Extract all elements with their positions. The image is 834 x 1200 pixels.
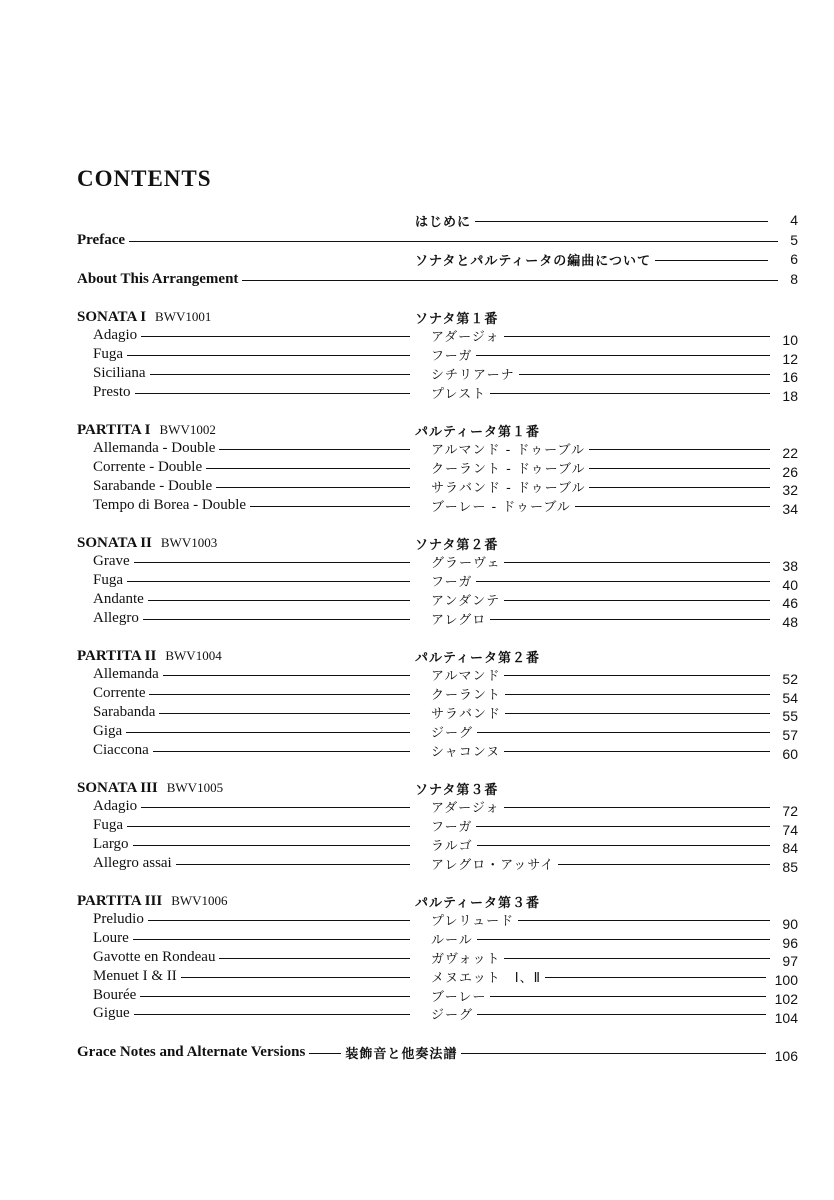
toc-entry-jp (431, 571, 774, 591)
toc-entry-jp (431, 345, 774, 365)
leader-line (127, 355, 410, 356)
page-number: 38 (782, 557, 798, 574)
toc-jp-title: サラバンド - ドゥーブル (431, 480, 586, 496)
toc-en-title: Sarabanda (93, 703, 156, 720)
toc-row (0, 702, 834, 725)
toc-entry-jp (431, 966, 770, 986)
toc-entry-en (93, 665, 414, 685)
toc-section-heading (0, 420, 834, 440)
toc-entry-jp (431, 740, 774, 760)
toc-jp-title: フーガ (431, 349, 473, 365)
toc-entry-jp (431, 797, 774, 817)
toc-entry-en (93, 947, 414, 967)
page-number: 32 (782, 482, 798, 499)
bwv-number: BWV1004 (165, 648, 222, 663)
section-title-jp: パルティータ第２番 (415, 650, 540, 666)
toc-en-title: Corrente (93, 685, 146, 702)
page-number: 85 (782, 859, 798, 876)
leader-line (518, 920, 770, 921)
bwv-number: BWV1001 (155, 309, 212, 324)
toc-entry-jp (431, 721, 774, 741)
leader-line (504, 751, 770, 752)
leader-line (504, 958, 770, 959)
leader-line (127, 826, 410, 827)
toc-row (0, 326, 834, 346)
toc-entry-jp (431, 947, 774, 967)
toc-jp-title: アダージォ (431, 801, 500, 817)
toc-entry-en (93, 910, 414, 930)
toc-section-heading (0, 778, 834, 798)
toc-en-title: Allegro (93, 609, 139, 626)
section-title: SONATA III (77, 779, 158, 796)
toc-row (0, 816, 834, 836)
toc-section-heading (0, 307, 834, 327)
toc-en-title: Allemanda (93, 666, 159, 683)
toc-row (0, 721, 834, 744)
toc-entry-jp (431, 476, 774, 496)
toc-entry-en (93, 816, 414, 836)
toc-entry-jp (431, 608, 774, 628)
toc-row-hajimeni (0, 210, 834, 230)
section-heading-jp (415, 307, 498, 327)
section-heading-en (77, 420, 216, 440)
toc-row (0, 589, 834, 612)
toc-row-preface (0, 230, 834, 250)
toc-row (0, 363, 834, 386)
section-title-jp: ソナタ第２番 (415, 537, 499, 553)
toc-entry-jp (431, 684, 774, 704)
toc-row (0, 552, 834, 572)
toc-entry-en (93, 326, 414, 346)
page-number: 34 (782, 501, 798, 518)
section-heading-jp (415, 891, 540, 911)
toc-en-title: Fuga (93, 572, 123, 589)
leader-line (176, 864, 410, 865)
toc-section-heading (0, 646, 834, 666)
leader-line (589, 487, 770, 488)
leader-line (655, 260, 768, 261)
toc-row (0, 571, 834, 591)
toc-entry-en (93, 853, 414, 873)
section-heading-en (77, 533, 217, 553)
toc-en-title: Largo (93, 835, 129, 852)
page-number: 52 (782, 670, 798, 687)
toc-en-title: Corrente - Double (93, 459, 203, 476)
section-heading-en (77, 307, 211, 327)
page-number: 72 (782, 802, 798, 819)
toc-row (0, 929, 834, 949)
toc-row (0, 910, 834, 930)
toc-en-title: Andante (93, 590, 144, 607)
page-number: 57 (782, 727, 798, 744)
toc-row-grace-notes (0, 1042, 834, 1062)
toc-en-title: About This Arrangement (77, 270, 239, 287)
page-number: 40 (782, 576, 798, 593)
toc-row-henkyoku (0, 249, 834, 269)
toc-row (0, 947, 834, 970)
toc-entry-en (93, 571, 414, 591)
leader-line (250, 506, 410, 507)
leader-line (476, 826, 770, 827)
page-number: 104 (774, 1009, 798, 1026)
toc-entry-en (93, 1004, 414, 1024)
leader-line (150, 374, 411, 375)
toc-entry-jp (431, 326, 774, 346)
section-title: PARTITA III (77, 892, 163, 909)
leader-line (163, 675, 410, 676)
toc-jp-title: ルール (431, 933, 473, 949)
leader-line (159, 713, 410, 714)
section-heading-en (77, 646, 222, 666)
toc-entry-en (93, 439, 414, 459)
section-heading-jp (415, 533, 498, 553)
toc-jp-title: ブーレー (431, 989, 487, 1005)
toc-en-title: Allegro assai (93, 854, 172, 871)
toc-en-title: Gigue (93, 1005, 130, 1022)
toc-entry-en (93, 985, 414, 1005)
leader-line (589, 468, 770, 469)
leader-line (490, 393, 770, 394)
toc-row (0, 684, 834, 704)
toc-entry-jp (431, 439, 774, 459)
page-number: 22 (782, 444, 798, 461)
leader-line (490, 619, 770, 620)
toc-en-title: Tempo di Borea - Double (93, 496, 247, 513)
toc-jp-title: はじめに (415, 214, 472, 230)
toc-entry-en (93, 929, 414, 949)
toc-en-title: Adagio (93, 798, 138, 815)
toc-en-title: Gavotte en Rondeau (93, 948, 216, 965)
section-title-jp: パルティータ第３番 (415, 895, 540, 911)
toc-entry-en (93, 589, 414, 609)
section-title: PARTITA I (77, 421, 151, 438)
toc-entry-jp (431, 552, 774, 572)
toc-jp-title: ジーグ (431, 725, 474, 741)
toc-row (0, 853, 834, 876)
page-number: 16 (782, 369, 798, 386)
toc-jp-title: ジーグ (431, 1008, 474, 1024)
toc-jp-title: ラルゴ (431, 838, 473, 854)
section-title: SONATA II (77, 534, 152, 551)
section-title-jp: ソナタ第１番 (415, 311, 499, 327)
page-number: 102 (774, 991, 798, 1007)
section-heading-en (77, 891, 228, 911)
leader-line (545, 977, 766, 978)
leader-line (504, 807, 770, 808)
leader-line (504, 675, 770, 676)
toc-en-title: Ciaccona (93, 741, 149, 758)
leader-line (219, 958, 410, 959)
section-heading-jp (415, 646, 540, 666)
toc-entry-jp (431, 929, 774, 949)
leader-line (134, 1014, 410, 1015)
toc-jp-title: ソナタとパルティータの編曲について (415, 253, 652, 269)
leader-line (477, 845, 770, 846)
toc-jp-title: プレリュード (431, 914, 515, 930)
toc-en-title: Grace Notes and Alternate Versions (77, 1043, 306, 1060)
toc-entry-en (93, 966, 414, 986)
leader-line (126, 732, 410, 733)
toc-en-title: Bourée (93, 986, 137, 1003)
toc-row-about (0, 269, 834, 289)
leader-line (505, 713, 770, 714)
toc-entry-jp (431, 834, 774, 854)
page-title: CONTENTS (77, 166, 212, 191)
toc-jp-title: アンダンテ (431, 593, 501, 609)
leader-line (477, 1014, 766, 1015)
page-number: 26 (782, 463, 798, 480)
toc-en-title: Fuga (93, 346, 123, 363)
leader-line (216, 487, 410, 488)
toc-entry-jp (431, 665, 774, 685)
toc-row (0, 345, 834, 365)
toc-jp-title: アレグロ (431, 612, 487, 628)
toc-entry-jp (431, 985, 770, 1005)
page-number: 54 (782, 689, 798, 706)
leader-line (134, 562, 410, 563)
toc-jp-title: サラバンド (431, 706, 502, 722)
toc-jp-title: シチリアーナ (431, 367, 515, 383)
page-number: 90 (782, 915, 798, 932)
section-heading-en (77, 778, 223, 798)
leader-line (129, 241, 778, 242)
leader-line (477, 732, 770, 733)
leader-line (476, 355, 770, 356)
leader-line (141, 807, 410, 808)
toc-entry-jp (431, 458, 774, 478)
page-number: 6 (790, 251, 798, 267)
toc-jp-title: グラーヴェ (431, 556, 501, 572)
toc-entry-en (93, 363, 414, 383)
toc-row (0, 495, 834, 518)
toc-entry-en (93, 740, 414, 760)
page-number: 12 (782, 350, 798, 367)
toc-entry-jp (431, 363, 774, 383)
toc-en-title: Preface (77, 231, 126, 248)
toc-entry-en (93, 345, 414, 365)
page-number: 10 (782, 331, 798, 348)
bwv-number: BWV1003 (160, 535, 218, 550)
toc-jp-title: アダージォ (431, 330, 500, 346)
leader-line (143, 619, 410, 620)
toc-entry-en (93, 834, 414, 854)
toc-jp-title: メヌエット Ⅰ、Ⅱ (431, 970, 541, 986)
toc-jp-title: クーラント (431, 688, 502, 704)
page-number: 100 (774, 972, 798, 989)
page-number: 18 (782, 388, 798, 405)
page-number: 4 (790, 212, 798, 228)
toc-en-title: Grave (93, 553, 130, 570)
toc-entry-jp (431, 853, 774, 873)
toc-row (0, 985, 834, 1005)
leader-line (140, 996, 410, 997)
leader-line (219, 449, 410, 450)
toc-en-title: Sarabande - Double (93, 477, 213, 494)
toc-entry-jp (431, 910, 774, 930)
section-title: SONATA I (77, 308, 147, 325)
section-heading-jp (415, 778, 498, 798)
toc-entry-en (93, 702, 414, 722)
page-number: 55 (782, 708, 798, 725)
page-number: 97 (782, 953, 798, 970)
leader-line (476, 581, 770, 582)
toc-entry-en (93, 458, 414, 478)
toc-row (0, 1004, 834, 1024)
page-number: 5 (790, 232, 798, 248)
leader-line (461, 1053, 766, 1054)
toc-entry-jp (431, 589, 774, 609)
toc-en-title: Adagio (93, 327, 138, 344)
leader-line (141, 336, 410, 337)
leader-line (133, 845, 410, 846)
toc-en-title: Siciliana (93, 364, 146, 381)
bwv-number: BWV1002 (159, 422, 216, 437)
bwv-number: BWV1006 (171, 893, 228, 908)
toc-jp-title: アルマンド (431, 669, 501, 685)
bwv-number: BWV1005 (166, 780, 224, 795)
toc-entry-jp (431, 702, 774, 722)
toc-entry-en (93, 495, 414, 515)
toc-row (0, 966, 834, 989)
toc-row (0, 834, 834, 857)
leader-line (504, 600, 770, 601)
toc-entry-en (93, 797, 414, 817)
page-number: 46 (782, 595, 798, 612)
toc-entry-jp (431, 382, 774, 402)
leader-line (505, 694, 770, 695)
toc-en-title: Allemanda - Double (93, 440, 216, 457)
leader-line (504, 562, 770, 563)
toc-en-title: Fuga (93, 817, 123, 834)
toc-row (0, 382, 834, 405)
section-title-jp: ソナタ第３番 (415, 782, 499, 798)
toc-jp-title: プレスト (431, 386, 487, 402)
page-number: 48 (782, 614, 798, 631)
toc-jp-title: フーガ (431, 575, 473, 591)
toc-section-heading (0, 891, 834, 911)
leader-line (575, 506, 770, 507)
toc-en-title: Presto (93, 383, 131, 400)
leader-line (558, 864, 770, 865)
toc-row (0, 797, 834, 817)
page-number: 60 (782, 746, 798, 762)
toc-entry-jp (431, 1004, 770, 1024)
toc-jp-title: アルマンド - ドゥーブル (431, 443, 585, 459)
toc-entry-en (93, 721, 414, 741)
section-heading-jp (415, 420, 540, 440)
leader-line (181, 977, 410, 978)
leader-line (148, 920, 410, 921)
section-title-jp: パルティータ第１番 (415, 424, 540, 440)
toc-en-title: Giga (93, 722, 123, 739)
page-number: 74 (782, 821, 798, 838)
toc-entry-en (93, 552, 414, 572)
toc-jp-title: ガヴォット (431, 951, 501, 967)
toc-jp-title: ブーレー - ドゥーブル (431, 499, 571, 515)
leader-line (135, 393, 411, 394)
toc-row (0, 476, 834, 499)
toc-entry-en (93, 382, 414, 402)
leader-line (153, 751, 410, 752)
leader-line (475, 221, 768, 222)
toc-entry-jp (431, 495, 774, 515)
page-number: 106 (774, 1048, 798, 1064)
toc-row (0, 608, 834, 631)
page-number: 8 (790, 271, 798, 287)
toc-jp-title: シャコンヌ (431, 744, 501, 760)
toc-jp-title: アレグロ・アッサイ (431, 857, 555, 873)
leader-line (477, 939, 770, 940)
page-number: 84 (782, 840, 798, 857)
leader-line (589, 449, 770, 450)
toc-row (0, 740, 834, 760)
toc-entry-en (93, 476, 414, 496)
leader-line (309, 1053, 341, 1054)
leader-line (519, 374, 770, 375)
section-title: PARTITA II (77, 647, 157, 664)
leader-line (206, 468, 410, 469)
leader-line (127, 581, 410, 582)
toc-entry-en (93, 608, 414, 628)
toc-section-heading (0, 533, 834, 553)
leader-line (242, 280, 778, 281)
toc-jp-title: 装飾音と他奏法譜 (345, 1046, 458, 1062)
toc-row (0, 439, 834, 459)
leader-line (504, 336, 770, 337)
toc-entry-jp (431, 816, 774, 836)
leader-line (149, 694, 410, 695)
toc-en-title: Preludio (93, 911, 144, 928)
leader-line (133, 939, 410, 940)
toc-entry-en (93, 684, 414, 704)
leader-line (148, 600, 410, 601)
leader-line (490, 996, 766, 997)
toc-row (0, 458, 834, 478)
toc-jp-title: フーガ (431, 820, 473, 836)
toc-jp-title: クーラント - ドゥーブル (431, 462, 586, 478)
toc-row (0, 665, 834, 685)
toc-en-title: Loure (93, 930, 129, 947)
page-number: 96 (782, 934, 798, 951)
toc-en-title: Menuet I & II (93, 967, 177, 984)
